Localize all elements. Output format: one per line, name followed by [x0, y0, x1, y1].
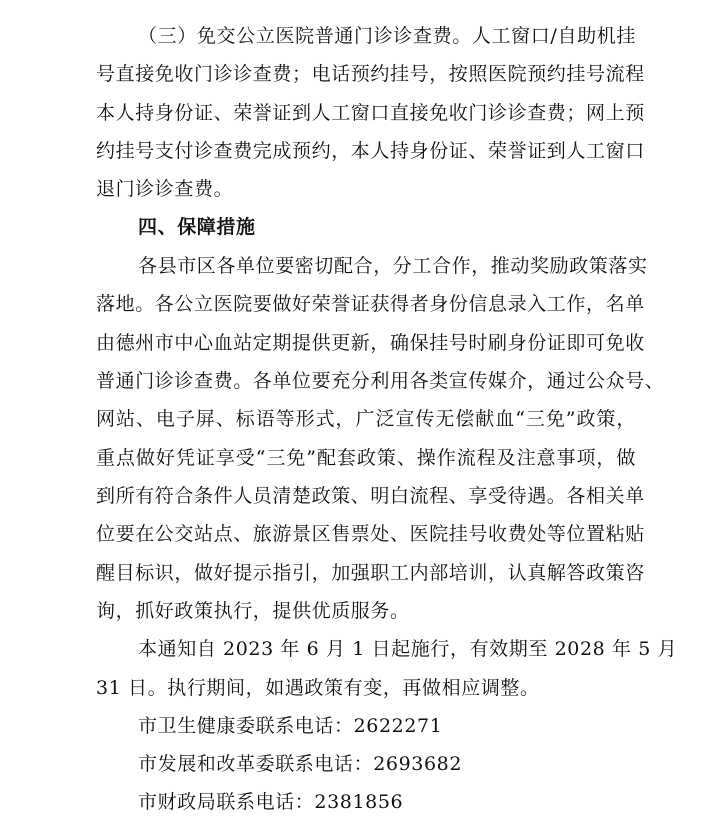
- section4-line-3: 由德州市中心血站定期提供更新，确保挂号时刷身份证即可免收: [96, 332, 645, 354]
- section3-line-1: （三）免交公立医院普通门诊诊查费。人工窗口/自助机挂: [138, 25, 636, 47]
- section4-line-1: 各县市区各单位要密切配合，分工合作，推动奖励政策落实: [138, 255, 648, 277]
- section4-heading: 四、保障措施: [138, 216, 256, 238]
- section4-line-7: 到所有符合条件人员清楚政策、明白流程、享受待遇。各相关单: [96, 485, 645, 507]
- contact-development-reform: 市发展和改革委联系电话：2693682: [138, 753, 463, 775]
- section4-line-8: 位要在公交站点、旅游景区售票处、医院挂号收费处等位置粘贴: [96, 523, 645, 545]
- section4-line-9: 醒目标识，做好提示指引，加强职工内部培训，认真解答政策咨: [96, 562, 645, 584]
- notice-line-1: 本通知自 2023 年 6 月 1 日起施行，有效期至 2028 年 5 月: [138, 638, 678, 660]
- section4-line-10: 询，抓好政策执行，提供优质服务。: [96, 600, 410, 622]
- section3-line-2: 号直接免收门诊诊查费；电话预约挂号，按照医院预约挂号流程: [96, 63, 645, 85]
- section4-line-5: 网站、电子屏、标语等形式，广泛宣传无偿献血“三免”政策，: [96, 408, 636, 430]
- contact-health-commission: 市卫生健康委联系电话：2622271: [138, 715, 443, 737]
- section3-line-5: 退门诊诊查费。: [96, 178, 234, 200]
- notice-line-2: 31 日。执行期间，如遇政策有变，再做相应调整。: [96, 677, 540, 699]
- section3-line-4: 约挂号支付诊查费完成预约，本人持身份证、荣誉证到人工窗口: [96, 140, 645, 162]
- section4-line-4: 普通门诊诊查费。各单位要充分利用各类宣传媒介，通过公众号、: [96, 370, 665, 392]
- section4-line-6: 重点做好凭证享受“三免”配套政策、操作流程及注意事项，做: [96, 447, 636, 469]
- contact-finance-bureau: 市财政局联系电话：2381856: [138, 791, 404, 813]
- section4-line-2: 落地。各公立医院要做好荣誉证获得者身份信息录入工作，名单: [96, 293, 645, 315]
- section3-line-3: 本人持身份证、荣誉证到人工窗口直接免收门诊诊查费；网上预: [96, 102, 645, 124]
